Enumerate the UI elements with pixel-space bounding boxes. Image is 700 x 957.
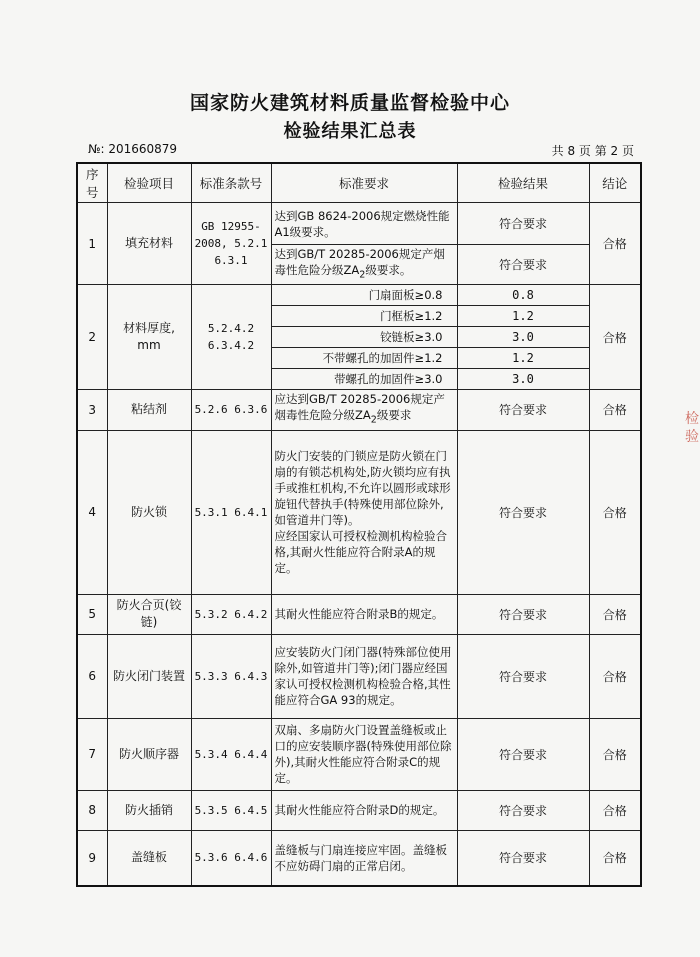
table-row [77, 594, 641, 634]
conclusion: 合格 [589, 390, 641, 430]
requirement-text: 其耐火性能应符合附录D的规定。 [271, 790, 457, 830]
row-number: 8 [77, 790, 107, 830]
seal-stamp: 检验 [685, 411, 699, 445]
table-header-row [77, 163, 641, 203]
conclusion: 合格 [589, 790, 641, 830]
requirement-text: 盖缝板与门扇连接应牢固。盖缝板不应妨碍门扇的正常启闭。 [271, 830, 457, 886]
result-value: 符合要求 [457, 390, 589, 430]
standard-clause: 5.3.1 6.4.1 [191, 430, 271, 594]
table-row [77, 430, 641, 594]
requirement-text [271, 430, 457, 594]
standard-clause: 5.3.6 6.4.6 [191, 830, 271, 886]
result-value: 符合要求 [457, 634, 589, 718]
row-number: 3 [77, 390, 107, 430]
conclusion: 合格 [589, 285, 641, 390]
inspection-item: 防火锁 [107, 430, 191, 594]
result-value: 符合要求 [457, 430, 589, 594]
result-value: 符合要求 [457, 245, 589, 285]
header-standard: 标准条款号 [191, 163, 271, 203]
inspection-item: 材料厚度, mm [107, 285, 191, 390]
result-value: 3.0 [457, 327, 589, 348]
result-value: 符合要求 [457, 790, 589, 830]
row-number: 1 [77, 203, 107, 285]
document-title: 国家防火建筑材料质量监督检验中心 [189, 92, 510, 114]
standard-clause: 5.3.3 6.4.3 [191, 634, 271, 718]
page-info: 共 8 页 第 2 页 [551, 144, 634, 158]
table-row [77, 285, 641, 306]
table-row [77, 203, 641, 245]
standard-clause: 5.2.4.2 6.3.4.2 [191, 285, 271, 390]
standard-clause: GB 12955-2008, 5.2.1 6.3.1 [191, 203, 271, 285]
requirement-text: 达到GB/T 20285-2006规定产烟毒性危险分级$ZA_2$级要求。 [271, 245, 457, 285]
row-number: 5 [77, 594, 107, 634]
requirement-text: 铰链板≥3.0 [271, 327, 457, 348]
inspection-item: 填充材料 [107, 203, 191, 285]
result-value: 符合要求 [457, 830, 589, 886]
inspection-item: 盖缝板 [107, 830, 191, 886]
requirement-text: 门扇面板≥0.8 [271, 285, 457, 306]
inspection-item: 防火闭门装置 [107, 634, 191, 718]
row-number: 9 [77, 830, 107, 886]
requirement-paragraph: 应经国家认可授权检测机构检验合格,其耐火性能应符合附录A的规定。 [274, 529, 447, 576]
requirement-text: 达到GB 8624-2006规定燃烧性能A1级要求。 [271, 203, 457, 245]
table-row [77, 830, 641, 886]
document-subtitle: 检验结果汇总表 [283, 121, 417, 142]
conclusion: 合格 [589, 203, 641, 285]
table-row [77, 790, 641, 830]
conclusion: 合格 [589, 718, 641, 790]
inspection-item: 粘结剂 [107, 390, 191, 430]
requirement-paragraph: 防火门安装的门锁应是防火锁在门扇的有锁芯机构处,防火锁均应有执手或推杠机构,不允许以圆形或球形旋钮代替执手(特殊使用部位除外,如管道井门等)。 [274, 449, 451, 528]
conclusion: 合格 [589, 634, 641, 718]
standard-clause: 5.3.4 6.4.4 [191, 718, 271, 790]
requirement-text: 带螺孔的加固件≥3.0 [271, 369, 457, 390]
result-value: 1.2 [457, 348, 589, 369]
table-row [77, 390, 641, 430]
results-table [76, 162, 642, 887]
standard-clause: 5.3.5 6.4.5 [191, 790, 271, 830]
requirement-text: 应安装防火门闭门器(特殊部位使用除外,如管道井门等);闭门器应经国家认可授权检测机构检验合格,其性能应符合GA 93的规定。 [271, 634, 457, 718]
header-result: 检验结果 [457, 163, 589, 203]
conclusion: 合格 [589, 594, 641, 634]
row-number: 7 [77, 718, 107, 790]
requirement-text: 应达到GB/T 20285-2006规定产烟毒性危险分级$ZA_2$级要求 [271, 390, 457, 430]
header-no: 序号 [77, 163, 107, 203]
result-value: 符合要求 [457, 203, 589, 245]
inspection-item: 防火插销 [107, 790, 191, 830]
standard-clause: 5.3.2 6.4.2 [191, 594, 271, 634]
requirement-text: 不带螺孔的加固件≥1.2 [271, 348, 457, 369]
table-row [77, 634, 641, 718]
header-conclusion: 结论 [589, 163, 641, 203]
header-requirement: 标准要求 [271, 163, 457, 203]
requirement-text: 双扇、多扇防火门设置盖缝板或止口的应安装顺序器(特殊使用部位除外),其耐火性能应符合附录C的规定。 [271, 718, 457, 790]
inspection-item: 防火合页(铰链) [107, 594, 191, 634]
report-number: №: 201660879 [88, 142, 178, 156]
result-value: 符合要求 [457, 594, 589, 634]
conclusion: 合格 [589, 430, 641, 594]
standard-clause: 5.2.6 6.3.6 [191, 390, 271, 430]
inspection-item: 防火顺序器 [107, 718, 191, 790]
result-value: 0.8 [457, 285, 589, 306]
result-value: 1.2 [457, 306, 589, 327]
result-value: 符合要求 [457, 718, 589, 790]
result-value: 3.0 [457, 369, 589, 390]
table-row [77, 718, 641, 790]
conclusion: 合格 [589, 830, 641, 886]
row-number: 4 [77, 430, 107, 594]
row-number: 6 [77, 634, 107, 718]
requirement-text: 门框板≥1.2 [271, 306, 457, 327]
header-item: 检验项目 [107, 163, 191, 203]
requirement-text: 其耐火性能应符合附录B的规定。 [271, 594, 457, 634]
row-number: 2 [77, 285, 107, 390]
